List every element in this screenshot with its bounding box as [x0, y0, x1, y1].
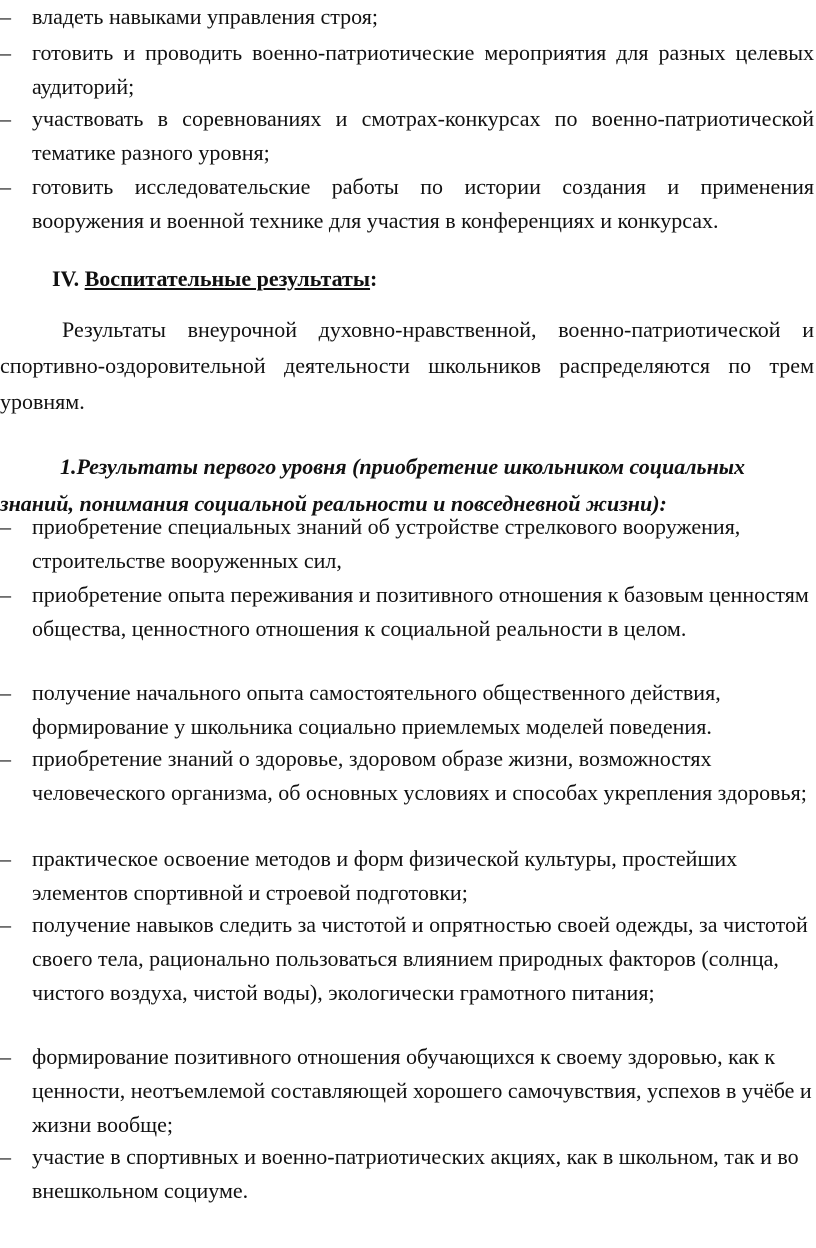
list-bullet: –	[0, 846, 11, 871]
list-bullet: –	[0, 582, 11, 607]
list-item	[0, 908, 816, 1044]
section-number: IV.	[52, 266, 80, 291]
list-bullet: –	[0, 1044, 11, 1069]
list-bullet: –	[0, 912, 11, 937]
section-heading	[52, 262, 377, 296]
section-colon: :	[370, 266, 378, 291]
list-bullet: –	[0, 40, 11, 65]
list-item	[0, 170, 816, 238]
list-item-text: участие в спортивных и военно-патриотических акциях, как в школьном, так и во внешкольном социуме.	[32, 1144, 799, 1203]
list-item-text: практическое освоение методов и форм физической культуры, простейших элементов спортивной и строевой подготовки;	[32, 846, 738, 905]
list-item-text: приобретение опыта переживания и позитивного отношения к базовым ценностям общества, ценностного отношения к социальной реальности в целом.	[32, 582, 809, 641]
list-item-text: получение навыков следить за чистотой и опрятностью своей одежды, за чистотой своего тела, рационально пользоваться влиянием природных факторов (солнца, чистого воздуха, чистой воды), экологически грамотного питания;	[32, 912, 808, 1005]
level1-heading: 1.Результаты первого уровня (приобретение школьником социальных знаний, понимания социальной реальности и повседневной жизни):	[0, 454, 746, 516]
list-item	[0, 742, 816, 844]
list-item-text: формирование позитивного отношения обучающихся к своему здоровью, как к ценности, неотъемлемой составляющей хорошего самочувствия, успехов в учёбе и жизни вообще;	[32, 1044, 812, 1137]
list-item	[0, 36, 816, 104]
list-item-text: приобретение специальных знаний об устройстве стрелкового вооружения, строительстве вооруженных сил,	[32, 514, 741, 573]
list-item-text: владеть навыками управления строя;	[32, 4, 378, 29]
list-item	[0, 578, 816, 680]
intro-paragraph: Результаты внеурочной духовно-нравственной, военно-патриотической и спортивно-оздоровительной деятельности школьников распределяются по трем уровням.	[0, 317, 814, 414]
list-item-text: готовить исследовательские работы по истории создания и применения вооружения и военной технике для участия в конференциях и конкурсах.	[32, 174, 814, 233]
list-item	[0, 842, 816, 910]
list-item	[0, 676, 816, 744]
list-item	[0, 1040, 816, 1142]
list-item	[0, 1140, 816, 1208]
list-item-text: получение начального опыта самостоятельного общественного действия, формирование у школьника социально приемлемых моделей поведения.	[32, 680, 721, 739]
list-item-text: приобретение знаний о здоровье, здоровом образе жизни, возможностях человеческого организма, об основных условиях и способах укрепления здоровья;	[32, 746, 807, 805]
list-bullet: –	[0, 746, 11, 771]
list-item-text: готовить и проводить военно-патриотические мероприятия для разных целевых аудиторий;	[32, 40, 814, 99]
list-item	[0, 510, 816, 578]
list-bullet: –	[0, 106, 11, 131]
list-bullet: –	[0, 680, 11, 705]
list-item-text: участвовать в соревнованиях и смотрах-конкурсах по военно-патриотической тематике разного уровня;	[32, 106, 814, 165]
list-bullet: –	[0, 514, 11, 539]
list-item	[0, 102, 816, 170]
list-item	[0, 0, 816, 34]
section-title: Воспитательные результаты	[84, 266, 371, 291]
list-bullet: –	[0, 4, 11, 29]
list-bullet: –	[0, 174, 11, 199]
list-bullet: –	[0, 1144, 11, 1169]
